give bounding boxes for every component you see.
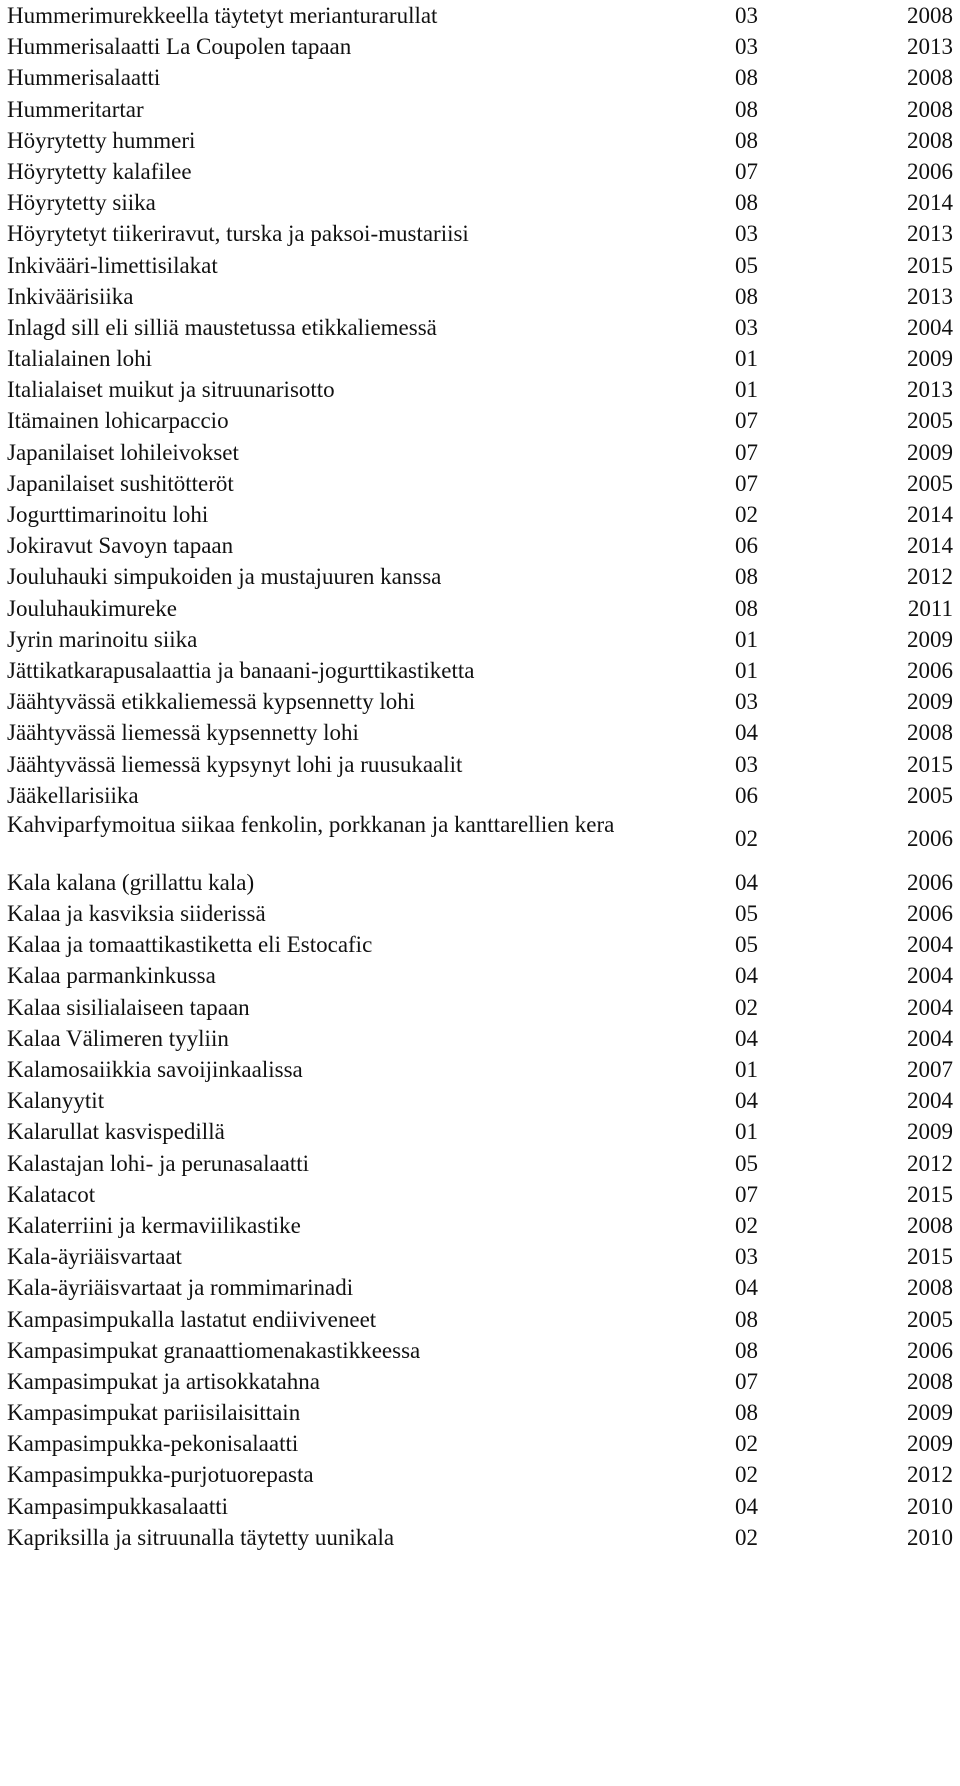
recipe-name: Jouluhauki simpukoiden ja mustajuuren kanssa (7, 564, 442, 590)
issue-number: 08 (735, 1400, 758, 1426)
recipe-name: Kalatacot (7, 1181, 96, 1207)
recipe-name: Hummeritartar (7, 96, 144, 122)
list-item (7, 992, 953, 1023)
recipe-name: Kala kalana (grillattu kala) (7, 869, 255, 895)
issue-year: 2004 (907, 932, 953, 958)
list-item (7, 1304, 953, 1335)
issue-year: 2004 (907, 963, 953, 989)
recipe-name: Höyrytetty siika (7, 190, 156, 216)
issue-number: 03 (735, 34, 758, 60)
recipe-name: Jättikatkarapusalaattia ja banaani-jogurttikastiketta (7, 657, 475, 683)
issue-number: 02 (735, 994, 758, 1020)
list-item (7, 1116, 953, 1147)
issue-year: 2008 (907, 65, 953, 91)
issue-number: 05 (735, 1150, 758, 1176)
recipe-name: Hummerimurekkeella täytetyt merianturarullat (7, 3, 438, 28)
recipe-name: Kalaa ja tomaattikastiketta eli Estocafic (7, 932, 373, 958)
list-item (7, 312, 953, 343)
recipe-name: Kala-äyriäisvartaat (7, 1244, 182, 1270)
list-item (7, 811, 953, 867)
issue-year: 2013 (907, 34, 953, 60)
issue-number: 03 (735, 751, 758, 777)
list-item (7, 1179, 953, 1210)
issue-number: 05 (735, 252, 758, 278)
list-item (7, 686, 953, 717)
issue-year: 2007 (907, 1057, 953, 1082)
issue-year: 2013 (907, 283, 953, 309)
recipe-name: Italialainen lohi (7, 346, 152, 372)
recipe-name: Kalanyytit (7, 1088, 105, 1114)
issue-year: 2014 (907, 533, 953, 559)
issue-number: 08 (735, 1337, 758, 1363)
issue-number: 08 (735, 96, 758, 122)
recipe-name: Kalastajan lohi- ja perunasalaatti (7, 1150, 310, 1176)
recipe-name: Italialaiset muikut ja sitruunarisotto (7, 377, 335, 403)
recipe-name: Kapriksilla ja sitruunalla täytetty uunikala (7, 1524, 395, 1550)
recipe-name: Inlagd sill eli silliä maustetussa etikkaliemessä (7, 314, 437, 340)
recipe-name: Jouluhaukimureke (7, 595, 177, 621)
issue-year: 2005 (907, 408, 953, 434)
list-item (7, 1335, 953, 1366)
recipe-name: Kalaa ja kasviksia siiderissä (7, 901, 266, 927)
issue-year: 2009 (907, 346, 953, 372)
issue-number: 06 (735, 533, 758, 559)
issue-year: 2009 (907, 626, 953, 652)
issue-number: 02 (735, 1212, 758, 1238)
issue-number: 03 (735, 3, 758, 28)
issue-year: 2012 (907, 1150, 953, 1176)
recipe-name: Jogurttimarinoitu lohi (7, 502, 209, 527)
list-item (7, 405, 953, 436)
issue-number: 04 (735, 720, 758, 746)
list-item (7, 499, 953, 530)
issue-number: 07 (735, 470, 758, 496)
list-item (7, 780, 953, 811)
recipe-name: Japanilaiset lohileivokset (7, 439, 239, 465)
issue-year: 2005 (907, 1306, 953, 1332)
issue-year: 2006 (907, 158, 953, 184)
recipe-name: Höyrytetty hummeri (7, 127, 196, 153)
issue-number: 07 (735, 439, 758, 465)
recipe-name: Kampasimpukkasalaatti (7, 1493, 228, 1519)
list-item (7, 749, 953, 780)
issue-number: 04 (735, 963, 758, 989)
list-item (7, 250, 953, 281)
list-item (7, 374, 953, 405)
issue-year: 2005 (907, 470, 953, 496)
list-item (7, 1397, 953, 1428)
issue-number: 03 (735, 221, 758, 247)
list-item (7, 1272, 953, 1303)
list-item (7, 929, 953, 960)
issue-number: 01 (735, 377, 758, 403)
issue-number: 01 (735, 657, 758, 683)
issue-year: 2009 (907, 689, 953, 715)
issue-year: 2009 (907, 1431, 953, 1457)
issue-year: 2012 (907, 564, 953, 590)
list-item (7, 867, 953, 898)
recipe-index-list (7, 0, 953, 1553)
list-item (7, 1241, 953, 1272)
issue-number: 08 (735, 1306, 758, 1332)
issue-year: 2004 (907, 1088, 953, 1114)
issue-year: 2008 (907, 720, 953, 746)
issue-number: 02 (735, 1431, 758, 1457)
list-item (7, 1085, 953, 1116)
issue-number: 04 (735, 1025, 758, 1051)
issue-number: 03 (735, 689, 758, 715)
recipe-name: Kalaterriini ja kermaviilikastike (7, 1212, 301, 1238)
issue-number: 03 (735, 314, 758, 340)
issue-number: 08 (735, 595, 758, 621)
recipe-name: Itämainen lohicarpaccio (7, 408, 229, 434)
issue-number: 01 (735, 1057, 758, 1082)
issue-year: 2009 (907, 1119, 953, 1145)
issue-number: 02 (735, 502, 758, 527)
issue-year: 2008 (907, 127, 953, 153)
list-item (7, 156, 953, 187)
list-item (7, 1459, 953, 1490)
issue-number: 01 (735, 626, 758, 652)
issue-year: 2004 (907, 314, 953, 340)
issue-year: 2008 (907, 1212, 953, 1238)
issue-year: 2010 (907, 1524, 953, 1550)
list-item (7, 1210, 953, 1241)
list-item (7, 125, 953, 156)
recipe-name: Jyrin marinoitu siika (7, 626, 198, 652)
issue-year: 2006 (907, 1337, 953, 1363)
recipe-name: Kahviparfymoitua siikaa fenkolin, porkkanan ja kanttarellien kera (7, 811, 615, 837)
issue-year: 2013 (907, 221, 953, 247)
issue-number: 08 (735, 564, 758, 590)
recipe-name: Höyrytetty kalafilee (7, 158, 192, 184)
issue-number: 07 (735, 158, 758, 184)
issue-number: 05 (735, 901, 758, 927)
issue-number: 04 (735, 1088, 758, 1114)
issue-year: 2011 (907, 595, 953, 621)
recipe-name: Inkiväärisiika (7, 283, 134, 309)
list-item (7, 343, 953, 374)
list-item (7, 530, 953, 561)
issue-number: 07 (735, 1368, 758, 1394)
issue-number: 02 (735, 1524, 758, 1550)
recipe-name: Jääkellarisiika (7, 782, 139, 808)
issue-number: 04 (735, 1493, 758, 1519)
issue-number: 01 (735, 346, 758, 372)
list-item (7, 0, 953, 31)
recipe-name: Kalaa sisilialaiseen tapaan (7, 994, 250, 1020)
list-item (7, 1522, 953, 1553)
issue-year: 2015 (907, 1244, 953, 1270)
recipe-name: Kampasimpukat ja artisokkatahna (7, 1368, 320, 1394)
recipe-name: Jäähtyvässä liemessä kypsynyt lohi ja ruusukaalit (7, 751, 463, 777)
recipe-name: Jäähtyvässä etikkaliemessä kypsennetty lohi (7, 689, 416, 715)
list-item (7, 281, 953, 312)
issue-number: 08 (735, 127, 758, 153)
issue-year: 2005 (907, 782, 953, 808)
issue-number: 04 (735, 1275, 758, 1301)
recipe-name: Höyrytetyt tiikeriravut, turska ja paksoi-mustariisi (7, 221, 469, 247)
issue-year: 2013 (907, 377, 953, 403)
recipe-name: Kalaa parmankinkussa (7, 963, 216, 989)
list-item (7, 1054, 953, 1085)
recipe-name: Kampasimpukalla lastatut endiiviveneet (7, 1306, 377, 1332)
issue-number: 02 (735, 1462, 758, 1488)
list-item (7, 1148, 953, 1179)
recipe-name: Hummerisalaatti La Coupolen tapaan (7, 34, 352, 60)
list-item (7, 1428, 953, 1459)
list-item (7, 62, 953, 93)
issue-year: 2009 (907, 1400, 953, 1426)
issue-number: 02 (735, 825, 758, 851)
issue-number: 07 (735, 1181, 758, 1207)
list-item (7, 717, 953, 748)
list-item (7, 624, 953, 655)
issue-number: 01 (735, 1119, 758, 1145)
recipe-name: Hummerisalaatti (7, 65, 161, 91)
issue-year: 2004 (907, 1025, 953, 1051)
issue-year: 2014 (907, 502, 953, 527)
recipe-name: Jäähtyvässä liemessä kypsennetty lohi (7, 720, 359, 746)
issue-number: 08 (735, 65, 758, 91)
issue-number: 08 (735, 283, 758, 309)
recipe-name: Kampasimpukat granaattiomenakastikkeessa (7, 1337, 421, 1363)
list-item (7, 655, 953, 686)
recipe-name: Inkivääri-limettisilakat (7, 252, 218, 278)
list-item (7, 1023, 953, 1054)
recipe-name: Japanilaiset sushitötteröt (7, 470, 234, 496)
issue-year: 2015 (907, 1181, 953, 1207)
issue-year: 2009 (907, 439, 953, 465)
issue-year: 2008 (907, 96, 953, 122)
list-item (7, 561, 953, 592)
issue-year: 2006 (907, 657, 953, 683)
list-item (7, 31, 953, 62)
recipe-name: Kala-äyriäisvartaat ja rommimarinadi (7, 1275, 354, 1301)
issue-year: 2004 (907, 994, 953, 1020)
recipe-name: Kalaa Välimeren tyyliin (7, 1025, 229, 1051)
issue-number: 03 (735, 1244, 758, 1270)
recipe-name: Kampasimpukat pariisilaisittain (7, 1400, 301, 1426)
list-item (7, 218, 953, 249)
list-item (7, 468, 953, 499)
issue-number: 05 (735, 932, 758, 958)
issue-year: 2012 (907, 1462, 953, 1488)
issue-number: 07 (735, 408, 758, 434)
list-item (7, 593, 953, 624)
list-item (7, 1366, 953, 1397)
recipe-name: Kalarullat kasvispedillä (7, 1119, 225, 1145)
issue-year: 2008 (907, 1275, 953, 1301)
issue-year: 2015 (907, 252, 953, 278)
issue-year: 2006 (907, 901, 953, 927)
list-item (7, 94, 953, 125)
list-item (7, 187, 953, 218)
issue-number: 06 (735, 782, 758, 808)
issue-number: 08 (735, 190, 758, 216)
issue-year: 2014 (907, 190, 953, 216)
recipe-name: Jokiravut Savoyn tapaan (7, 533, 234, 559)
issue-year: 2006 (907, 825, 953, 851)
issue-year: 2008 (907, 1368, 953, 1394)
list-item (7, 960, 953, 991)
list-item (7, 437, 953, 468)
recipe-name: Kampasimpukka-pekonisalaatti (7, 1431, 299, 1457)
issue-year: 2010 (907, 1493, 953, 1519)
issue-number: 04 (735, 869, 758, 895)
issue-year: 2015 (907, 751, 953, 777)
list-item (7, 898, 953, 929)
recipe-name: Kampasimpukka-purjotuorepasta (7, 1462, 314, 1488)
issue-year: 2008 (907, 3, 953, 28)
recipe-name: Kalamosaiikkia savoijinkaalissa (7, 1057, 303, 1082)
list-item (7, 1491, 953, 1522)
issue-year: 2006 (907, 869, 953, 895)
